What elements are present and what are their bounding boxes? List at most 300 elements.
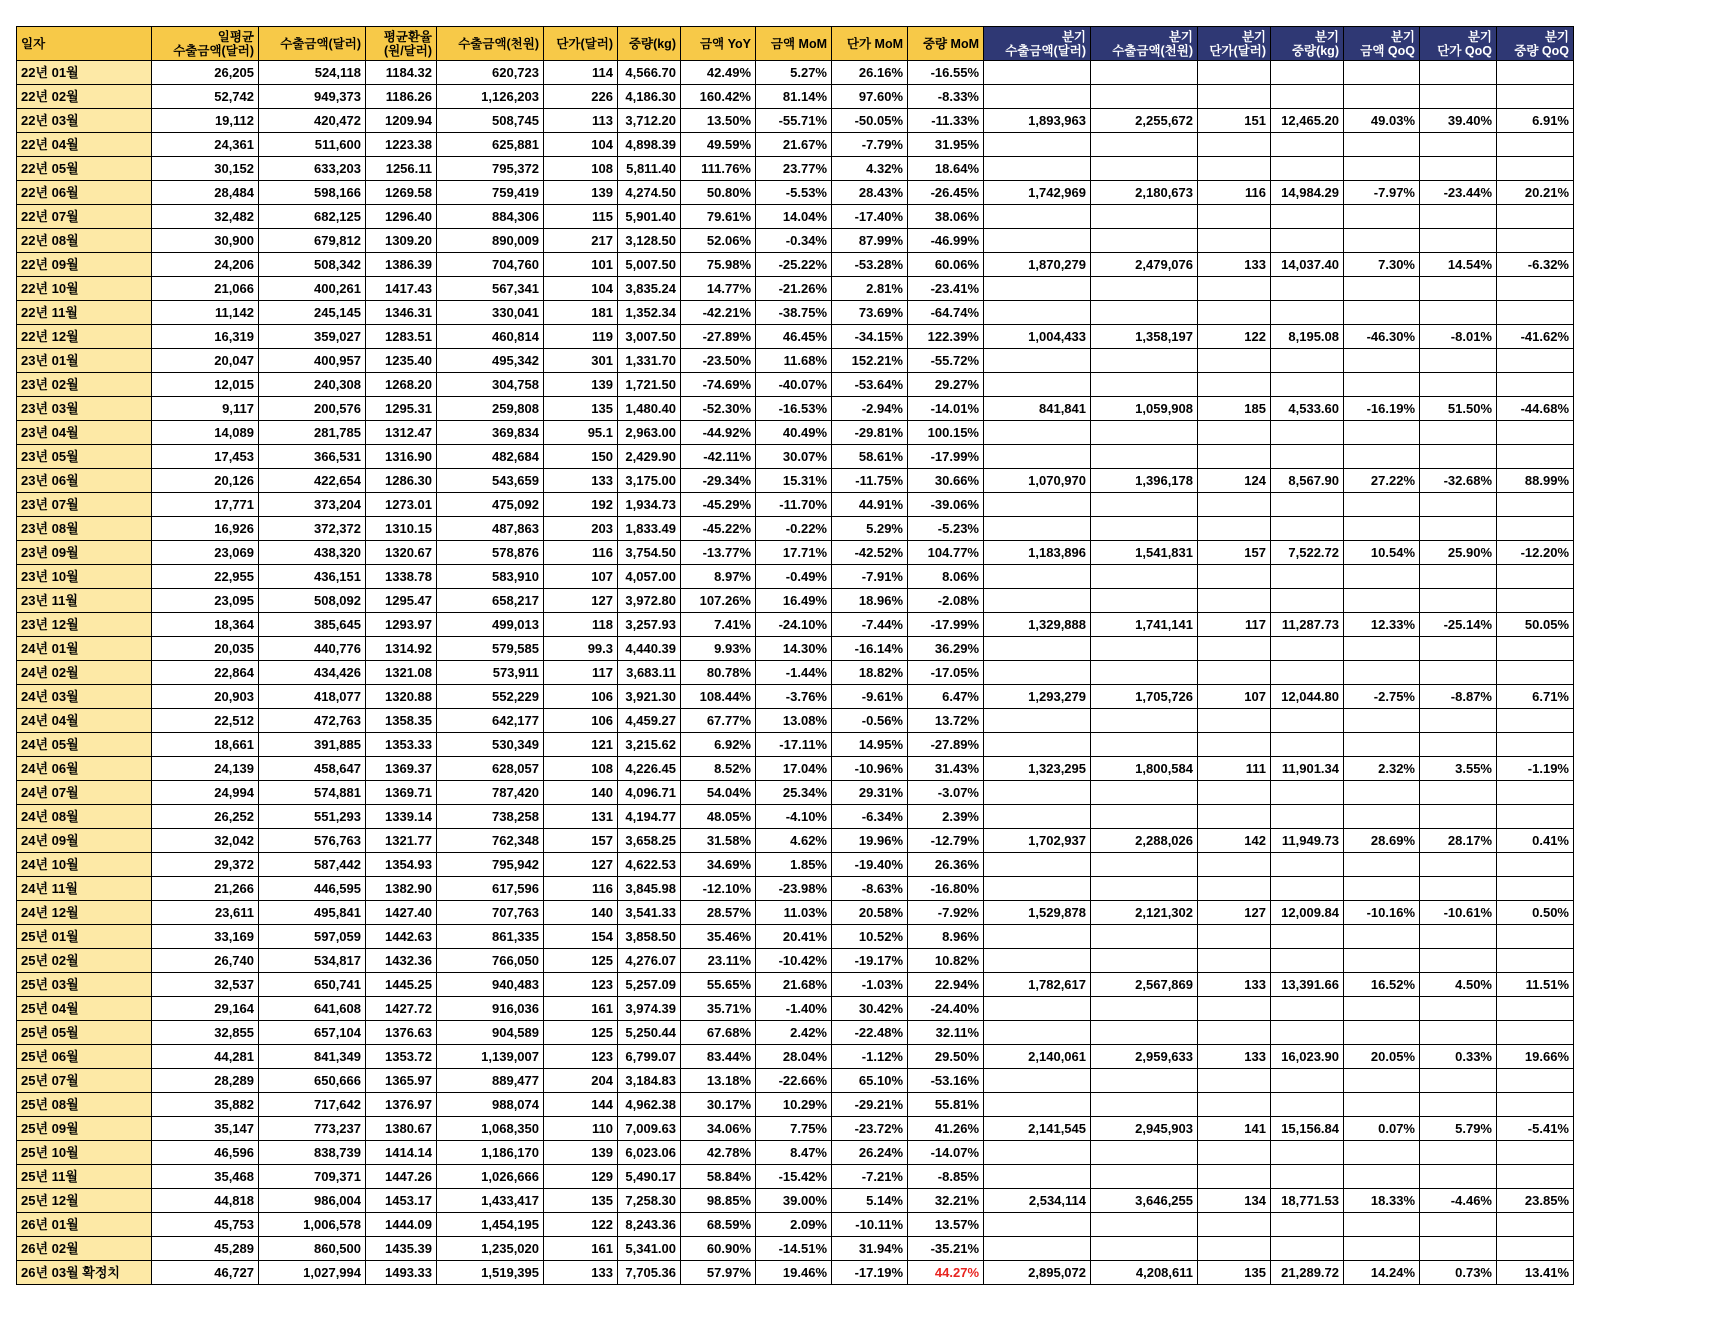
table-cell[interactable]: 1,800,584 xyxy=(1091,757,1198,781)
table-cell[interactable]: 3,007.50 xyxy=(618,325,681,349)
table-cell[interactable]: 111 xyxy=(1198,757,1271,781)
table-cell[interactable] xyxy=(1497,229,1574,253)
date-cell[interactable]: 26년 01월 xyxy=(17,1213,152,1237)
table-cell[interactable] xyxy=(984,493,1091,517)
table-cell[interactable]: -16.53% xyxy=(756,397,832,421)
table-cell[interactable]: 133 xyxy=(1198,973,1271,997)
table-cell[interactable] xyxy=(1198,709,1271,733)
table-cell[interactable] xyxy=(1091,805,1198,829)
table-cell[interactable]: 14.54% xyxy=(1420,253,1497,277)
table-cell[interactable] xyxy=(1344,1021,1420,1045)
table-cell[interactable]: -53.28% xyxy=(832,253,908,277)
date-cell[interactable]: 24년 09월 xyxy=(17,829,152,853)
table-cell[interactable] xyxy=(1420,517,1497,541)
table-cell[interactable] xyxy=(1420,709,1497,733)
table-cell[interactable] xyxy=(1271,709,1344,733)
table-cell[interactable]: 3,646,255 xyxy=(1091,1189,1198,1213)
table-cell[interactable]: 12,465.20 xyxy=(1271,109,1344,133)
table-cell[interactable]: 75.98% xyxy=(681,253,756,277)
table-cell[interactable] xyxy=(984,877,1091,901)
table-cell[interactable]: 1,004,433 xyxy=(984,325,1091,349)
table-cell[interactable]: 41.26% xyxy=(908,1117,984,1141)
table-cell[interactable] xyxy=(1420,1165,1497,1189)
table-cell[interactable]: 107 xyxy=(1198,685,1271,709)
table-cell[interactable] xyxy=(1344,1165,1420,1189)
table-cell[interactable]: 13.50% xyxy=(681,109,756,133)
table-cell[interactable]: 35,882 xyxy=(152,1093,259,1117)
column-header[interactable]: 금액 YoY xyxy=(681,27,756,61)
table-cell[interactable]: 22.94% xyxy=(908,973,984,997)
table-cell[interactable]: 25.34% xyxy=(756,781,832,805)
table-cell[interactable]: 1269.58 xyxy=(366,181,437,205)
table-cell[interactable]: 6.92% xyxy=(681,733,756,757)
table-cell[interactable]: 32.21% xyxy=(908,1189,984,1213)
table-cell[interactable]: 3,215.62 xyxy=(618,733,681,757)
table-cell[interactable]: 1354.93 xyxy=(366,853,437,877)
table-cell[interactable] xyxy=(984,85,1091,109)
table-cell[interactable]: 2,567,869 xyxy=(1091,973,1198,997)
table-cell[interactable]: 1,293,279 xyxy=(984,685,1091,709)
table-cell[interactable]: 16.49% xyxy=(756,589,832,613)
table-cell[interactable]: 40.49% xyxy=(756,421,832,445)
table-cell[interactable] xyxy=(1420,133,1497,157)
table-cell[interactable]: 150 xyxy=(544,445,618,469)
table-cell[interactable] xyxy=(1344,157,1420,181)
table-cell[interactable] xyxy=(1344,493,1420,517)
table-cell[interactable]: 5,341.00 xyxy=(618,1237,681,1261)
table-cell[interactable]: 107 xyxy=(544,565,618,589)
table-cell[interactable]: 2,963.00 xyxy=(618,421,681,445)
table-cell[interactable]: 24,139 xyxy=(152,757,259,781)
table-cell[interactable]: -52.30% xyxy=(681,397,756,421)
table-cell[interactable]: -44.92% xyxy=(681,421,756,445)
table-cell[interactable]: 7.41% xyxy=(681,613,756,637)
table-cell[interactable]: 1223.38 xyxy=(366,133,437,157)
table-cell[interactable]: 83.44% xyxy=(681,1045,756,1069)
table-cell[interactable]: -1.03% xyxy=(832,973,908,997)
date-cell[interactable]: 24년 06월 xyxy=(17,757,152,781)
table-cell[interactable]: 400,261 xyxy=(259,277,366,301)
table-cell[interactable]: -42.21% xyxy=(681,301,756,325)
table-cell[interactable] xyxy=(1420,85,1497,109)
table-cell[interactable]: 495,841 xyxy=(259,901,366,925)
table-cell[interactable]: 26.36% xyxy=(908,853,984,877)
table-cell[interactable]: 13.08% xyxy=(756,709,832,733)
table-cell[interactable] xyxy=(1420,733,1497,757)
table-cell[interactable]: 226 xyxy=(544,85,618,109)
table-cell[interactable] xyxy=(1497,805,1574,829)
table-cell[interactable]: 597,059 xyxy=(259,925,366,949)
table-cell[interactable]: 240,308 xyxy=(259,373,366,397)
table-cell[interactable]: 5,007.50 xyxy=(618,253,681,277)
table-cell[interactable]: -19.40% xyxy=(832,853,908,877)
table-cell[interactable]: 2,121,302 xyxy=(1091,901,1198,925)
table-cell[interactable]: 391,885 xyxy=(259,733,366,757)
table-cell[interactable] xyxy=(1198,1213,1271,1237)
date-cell[interactable]: 24년 04월 xyxy=(17,709,152,733)
table-cell[interactable] xyxy=(1344,301,1420,325)
table-cell[interactable] xyxy=(1344,229,1420,253)
table-cell[interactable]: 5.27% xyxy=(756,61,832,85)
table-cell[interactable]: -0.56% xyxy=(832,709,908,733)
table-cell[interactable] xyxy=(984,517,1091,541)
table-cell[interactable]: 7.75% xyxy=(756,1117,832,1141)
table-cell[interactable]: 372,372 xyxy=(259,517,366,541)
table-cell[interactable]: 2,288,026 xyxy=(1091,829,1198,853)
table-cell[interactable]: 21,289.72 xyxy=(1271,1261,1344,1285)
table-cell[interactable] xyxy=(1344,1237,1420,1261)
table-cell[interactable]: -10.96% xyxy=(832,757,908,781)
table-cell[interactable]: 534,817 xyxy=(259,949,366,973)
table-cell[interactable]: 19.66% xyxy=(1497,1045,1574,1069)
table-cell[interactable]: 7,009.63 xyxy=(618,1117,681,1141)
table-cell[interactable] xyxy=(1497,1069,1574,1093)
table-cell[interactable]: 34.69% xyxy=(681,853,756,877)
table-cell[interactable] xyxy=(1497,157,1574,181)
table-cell[interactable]: -34.15% xyxy=(832,325,908,349)
table-cell[interactable]: -12.20% xyxy=(1497,541,1574,565)
table-cell[interactable]: 1309.20 xyxy=(366,229,437,253)
table-cell[interactable] xyxy=(984,229,1091,253)
table-cell[interactable] xyxy=(1091,733,1198,757)
table-cell[interactable]: -7.91% xyxy=(832,565,908,589)
table-cell[interactable]: -29.21% xyxy=(832,1093,908,1117)
table-cell[interactable]: 446,595 xyxy=(259,877,366,901)
table-cell[interactable]: 28.69% xyxy=(1344,829,1420,853)
table-cell[interactable]: 23,611 xyxy=(152,901,259,925)
table-cell[interactable] xyxy=(1420,205,1497,229)
date-cell[interactable]: 24년 11월 xyxy=(17,877,152,901)
table-cell[interactable]: 889,477 xyxy=(437,1069,544,1093)
table-cell[interactable]: 1493.33 xyxy=(366,1261,437,1285)
table-cell[interactable]: 113 xyxy=(544,109,618,133)
table-cell[interactable]: 67.77% xyxy=(681,709,756,733)
table-cell[interactable]: 5,901.40 xyxy=(618,205,681,229)
table-cell[interactable]: -25.14% xyxy=(1420,613,1497,637)
table-cell[interactable]: 475,092 xyxy=(437,493,544,517)
table-cell[interactable]: 4,533.60 xyxy=(1271,397,1344,421)
table-cell[interactable] xyxy=(984,805,1091,829)
table-cell[interactable]: 29.50% xyxy=(908,1045,984,1069)
table-cell[interactable]: 1447.26 xyxy=(366,1165,437,1189)
table-cell[interactable]: 1,183,896 xyxy=(984,541,1091,565)
table-cell[interactable] xyxy=(984,205,1091,229)
table-cell[interactable]: 552,229 xyxy=(437,685,544,709)
table-cell[interactable]: 5.79% xyxy=(1420,1117,1497,1141)
table-cell[interactable] xyxy=(1271,733,1344,757)
table-cell[interactable]: 6.91% xyxy=(1497,109,1574,133)
table-cell[interactable]: 87.99% xyxy=(832,229,908,253)
table-cell[interactable]: 1435.39 xyxy=(366,1237,437,1261)
table-cell[interactable]: 32,482 xyxy=(152,205,259,229)
table-cell[interactable]: 1314.92 xyxy=(366,637,437,661)
table-cell[interactable]: 4,274.50 xyxy=(618,181,681,205)
table-cell[interactable]: -2.08% xyxy=(908,589,984,613)
table-cell[interactable]: 200,576 xyxy=(259,397,366,421)
date-cell[interactable]: 24년 05월 xyxy=(17,733,152,757)
table-cell[interactable]: 1358.35 xyxy=(366,709,437,733)
table-cell[interactable]: 1,702,937 xyxy=(984,829,1091,853)
table-cell[interactable]: 157 xyxy=(544,829,618,853)
table-cell[interactable]: 14.77% xyxy=(681,277,756,301)
table-cell[interactable] xyxy=(1271,1093,1344,1117)
table-cell[interactable] xyxy=(984,925,1091,949)
table-cell[interactable] xyxy=(1344,949,1420,973)
table-cell[interactable]: 578,876 xyxy=(437,541,544,565)
table-cell[interactable]: 543,659 xyxy=(437,469,544,493)
table-cell[interactable]: 111.76% xyxy=(681,157,756,181)
table-cell[interactable] xyxy=(1198,637,1271,661)
column-header[interactable]: 일평균 수출금액(달러) xyxy=(152,27,259,61)
table-cell[interactable]: 1382.90 xyxy=(366,877,437,901)
table-cell[interactable]: 98.85% xyxy=(681,1189,756,1213)
table-cell[interactable]: 135 xyxy=(544,1189,618,1213)
table-cell[interactable]: 472,763 xyxy=(259,709,366,733)
table-cell[interactable]: 1,529,878 xyxy=(984,901,1091,925)
table-cell[interactable]: 1,833.49 xyxy=(618,517,681,541)
table-cell[interactable] xyxy=(1091,565,1198,589)
table-cell[interactable] xyxy=(1091,1165,1198,1189)
table-cell[interactable] xyxy=(1420,949,1497,973)
table-cell[interactable] xyxy=(1420,1021,1497,1045)
table-cell[interactable] xyxy=(1271,493,1344,517)
table-cell[interactable]: -74.69% xyxy=(681,373,756,397)
table-cell[interactable] xyxy=(1344,1213,1420,1237)
table-cell[interactable]: -41.62% xyxy=(1497,325,1574,349)
table-cell[interactable]: 573,911 xyxy=(437,661,544,685)
table-cell[interactable] xyxy=(1091,517,1198,541)
table-cell[interactable] xyxy=(1271,853,1344,877)
table-cell[interactable]: 26,205 xyxy=(152,61,259,85)
table-cell[interactable]: -14.51% xyxy=(756,1237,832,1261)
table-cell[interactable]: 679,812 xyxy=(259,229,366,253)
date-cell[interactable]: 25년 10월 xyxy=(17,1141,152,1165)
table-cell[interactable]: 7.30% xyxy=(1344,253,1420,277)
table-cell[interactable]: 22,955 xyxy=(152,565,259,589)
table-cell[interactable]: 369,834 xyxy=(437,421,544,445)
table-cell[interactable]: -1.44% xyxy=(756,661,832,685)
table-cell[interactable] xyxy=(1344,421,1420,445)
table-cell[interactable]: 4,622.53 xyxy=(618,853,681,877)
table-cell[interactable]: 1320.88 xyxy=(366,685,437,709)
table-cell[interactable]: 11,901.34 xyxy=(1271,757,1344,781)
table-cell[interactable]: 13,391.66 xyxy=(1271,973,1344,997)
table-cell[interactable]: 1320.67 xyxy=(366,541,437,565)
table-cell[interactable] xyxy=(1271,373,1344,397)
date-cell[interactable]: 23년 11월 xyxy=(17,589,152,613)
table-cell[interactable] xyxy=(1497,1021,1574,1045)
table-cell[interactable]: 22,512 xyxy=(152,709,259,733)
table-cell[interactable]: 135 xyxy=(544,397,618,421)
table-cell[interactable]: 14.04% xyxy=(756,205,832,229)
table-cell[interactable] xyxy=(1271,1021,1344,1045)
table-cell[interactable]: -23.98% xyxy=(756,877,832,901)
column-header[interactable]: 분기 금액 QoQ xyxy=(1344,27,1420,61)
table-cell[interactable]: -17.99% xyxy=(908,613,984,637)
date-cell[interactable]: 25년 06월 xyxy=(17,1045,152,1069)
table-cell[interactable]: 8,195.08 xyxy=(1271,325,1344,349)
table-cell[interactable]: 88.99% xyxy=(1497,469,1574,493)
table-cell[interactable]: 125 xyxy=(544,949,618,973)
table-cell[interactable]: 1445.25 xyxy=(366,973,437,997)
table-cell[interactable]: 3,845.98 xyxy=(618,877,681,901)
table-cell[interactable]: 108 xyxy=(544,757,618,781)
table-cell[interactable]: 46,596 xyxy=(152,1141,259,1165)
table-cell[interactable]: 104 xyxy=(544,133,618,157)
table-cell[interactable]: 104.77% xyxy=(908,541,984,565)
table-cell[interactable]: 24,361 xyxy=(152,133,259,157)
table-cell[interactable]: 19.46% xyxy=(756,1261,832,1285)
table-cell[interactable]: 31.58% xyxy=(681,829,756,853)
table-cell[interactable]: 44.91% xyxy=(832,493,908,517)
table-cell[interactable] xyxy=(1344,61,1420,85)
table-cell[interactable]: 1353.33 xyxy=(366,733,437,757)
table-cell[interactable] xyxy=(1198,925,1271,949)
table-cell[interactable]: 52.06% xyxy=(681,229,756,253)
table-cell[interactable]: 436,151 xyxy=(259,565,366,589)
table-cell[interactable] xyxy=(1091,1021,1198,1045)
table-cell[interactable]: 10.82% xyxy=(908,949,984,973)
table-cell[interactable]: 1321.77 xyxy=(366,829,437,853)
table-cell[interactable]: 4,566.70 xyxy=(618,61,681,85)
table-cell[interactable]: 33,169 xyxy=(152,925,259,949)
table-cell[interactable]: 14.30% xyxy=(756,637,832,661)
table-cell[interactable]: 6.71% xyxy=(1497,685,1574,709)
column-header[interactable]: 중량 MoM xyxy=(908,27,984,61)
table-cell[interactable]: 1,068,350 xyxy=(437,1117,544,1141)
table-cell[interactable]: 30.42% xyxy=(832,997,908,1021)
table-cell[interactable]: 2,479,076 xyxy=(1091,253,1198,277)
date-cell[interactable]: 23년 10월 xyxy=(17,565,152,589)
table-cell[interactable]: 29,372 xyxy=(152,853,259,877)
date-cell[interactable]: 22년 11월 xyxy=(17,301,152,325)
table-cell[interactable]: -55.72% xyxy=(908,349,984,373)
table-cell[interactable]: 15.31% xyxy=(756,469,832,493)
table-cell[interactable]: 80.78% xyxy=(681,661,756,685)
table-cell[interactable]: 100.15% xyxy=(908,421,984,445)
table-cell[interactable]: 55.65% xyxy=(681,973,756,997)
table-cell[interactable]: 106 xyxy=(544,685,618,709)
table-cell[interactable]: 1339.14 xyxy=(366,805,437,829)
table-cell[interactable]: 787,420 xyxy=(437,781,544,805)
table-cell[interactable]: 988,074 xyxy=(437,1093,544,1117)
table-cell[interactable]: 0.50% xyxy=(1497,901,1574,925)
date-cell[interactable]: 22년 02월 xyxy=(17,85,152,109)
table-cell[interactable] xyxy=(1271,1237,1344,1261)
table-cell[interactable] xyxy=(1198,661,1271,685)
table-cell[interactable]: 73.69% xyxy=(832,301,908,325)
table-cell[interactable]: 24,994 xyxy=(152,781,259,805)
table-cell[interactable]: 108 xyxy=(544,157,618,181)
table-cell[interactable]: 114 xyxy=(544,61,618,85)
table-cell[interactable]: 617,596 xyxy=(437,877,544,901)
table-cell[interactable] xyxy=(984,661,1091,685)
table-cell[interactable] xyxy=(1497,661,1574,685)
table-cell[interactable]: -17.40% xyxy=(832,205,908,229)
table-cell[interactable] xyxy=(1091,997,1198,1021)
table-cell[interactable]: 422,654 xyxy=(259,469,366,493)
table-cell[interactable] xyxy=(1271,517,1344,541)
table-cell[interactable]: 707,763 xyxy=(437,901,544,925)
table-cell[interactable]: 1453.17 xyxy=(366,1189,437,1213)
column-header[interactable]: 분기 중량 QoQ xyxy=(1497,27,1574,61)
table-cell[interactable]: 1,893,963 xyxy=(984,109,1091,133)
table-cell[interactable] xyxy=(1497,1141,1574,1165)
table-cell[interactable] xyxy=(1198,493,1271,517)
table-cell[interactable] xyxy=(1198,301,1271,325)
table-cell[interactable]: 28.57% xyxy=(681,901,756,925)
table-cell[interactable] xyxy=(1198,1021,1271,1045)
table-cell[interactable]: 1209.94 xyxy=(366,109,437,133)
table-cell[interactable] xyxy=(1344,1141,1420,1165)
column-header[interactable]: 분기 단가(달러) xyxy=(1198,27,1271,61)
table-cell[interactable]: 7,522.72 xyxy=(1271,541,1344,565)
table-cell[interactable]: -16.55% xyxy=(908,61,984,85)
table-cell[interactable]: 657,104 xyxy=(259,1021,366,1045)
table-cell[interactable]: 1427.72 xyxy=(366,997,437,1021)
table-cell[interactable] xyxy=(1420,589,1497,613)
table-cell[interactable]: -55.71% xyxy=(756,109,832,133)
table-cell[interactable]: 1256.11 xyxy=(366,157,437,181)
table-cell[interactable]: 0.41% xyxy=(1497,829,1574,853)
table-cell[interactable]: 3,754.50 xyxy=(618,541,681,565)
table-cell[interactable]: -45.29% xyxy=(681,493,756,517)
table-cell[interactable] xyxy=(1344,781,1420,805)
table-cell[interactable]: 9.93% xyxy=(681,637,756,661)
table-cell[interactable] xyxy=(1420,1069,1497,1093)
table-cell[interactable]: 139 xyxy=(544,181,618,205)
table-cell[interactable]: 7,705.36 xyxy=(618,1261,681,1285)
table-cell[interactable]: 4,208,611 xyxy=(1091,1261,1198,1285)
table-cell[interactable] xyxy=(1420,853,1497,877)
table-cell[interactable] xyxy=(1420,421,1497,445)
table-cell[interactable]: -32.68% xyxy=(1420,469,1497,493)
table-cell[interactable]: 18,661 xyxy=(152,733,259,757)
table-cell[interactable]: 642,177 xyxy=(437,709,544,733)
table-cell[interactable]: -1.12% xyxy=(832,1045,908,1069)
table-cell[interactable]: 4,057.00 xyxy=(618,565,681,589)
table-cell[interactable]: 385,645 xyxy=(259,613,366,637)
date-cell[interactable]: 23년 03월 xyxy=(17,397,152,421)
date-cell[interactable]: 24년 03월 xyxy=(17,685,152,709)
table-cell[interactable] xyxy=(1497,1213,1574,1237)
table-cell[interactable] xyxy=(984,733,1091,757)
date-cell[interactable]: 23년 01월 xyxy=(17,349,152,373)
table-cell[interactable]: 1,480.40 xyxy=(618,397,681,421)
table-cell[interactable] xyxy=(1091,589,1198,613)
table-cell[interactable]: 11,287.73 xyxy=(1271,613,1344,637)
table-cell[interactable]: 30,152 xyxy=(152,157,259,181)
table-cell[interactable]: -8.01% xyxy=(1420,325,1497,349)
date-cell[interactable]: 25년 01월 xyxy=(17,925,152,949)
table-cell[interactable]: 27.22% xyxy=(1344,469,1420,493)
table-cell[interactable] xyxy=(1271,1165,1344,1189)
table-cell[interactable]: -10.11% xyxy=(832,1213,908,1237)
table-cell[interactable]: -2.94% xyxy=(832,397,908,421)
table-cell[interactable]: 108.44% xyxy=(681,685,756,709)
table-cell[interactable]: 18,771.53 xyxy=(1271,1189,1344,1213)
table-cell[interactable]: 438,320 xyxy=(259,541,366,565)
table-cell[interactable]: 3,683.11 xyxy=(618,661,681,685)
table-cell[interactable]: -10.42% xyxy=(756,949,832,973)
table-cell[interactable] xyxy=(1344,445,1420,469)
table-cell[interactable]: 4.32% xyxy=(832,157,908,181)
table-cell[interactable]: 31.95% xyxy=(908,133,984,157)
table-cell[interactable]: 133 xyxy=(544,1261,618,1285)
table-cell[interactable] xyxy=(1420,157,1497,181)
table-cell[interactable]: 1,006,578 xyxy=(259,1213,366,1237)
table-cell[interactable]: 1432.36 xyxy=(366,949,437,973)
